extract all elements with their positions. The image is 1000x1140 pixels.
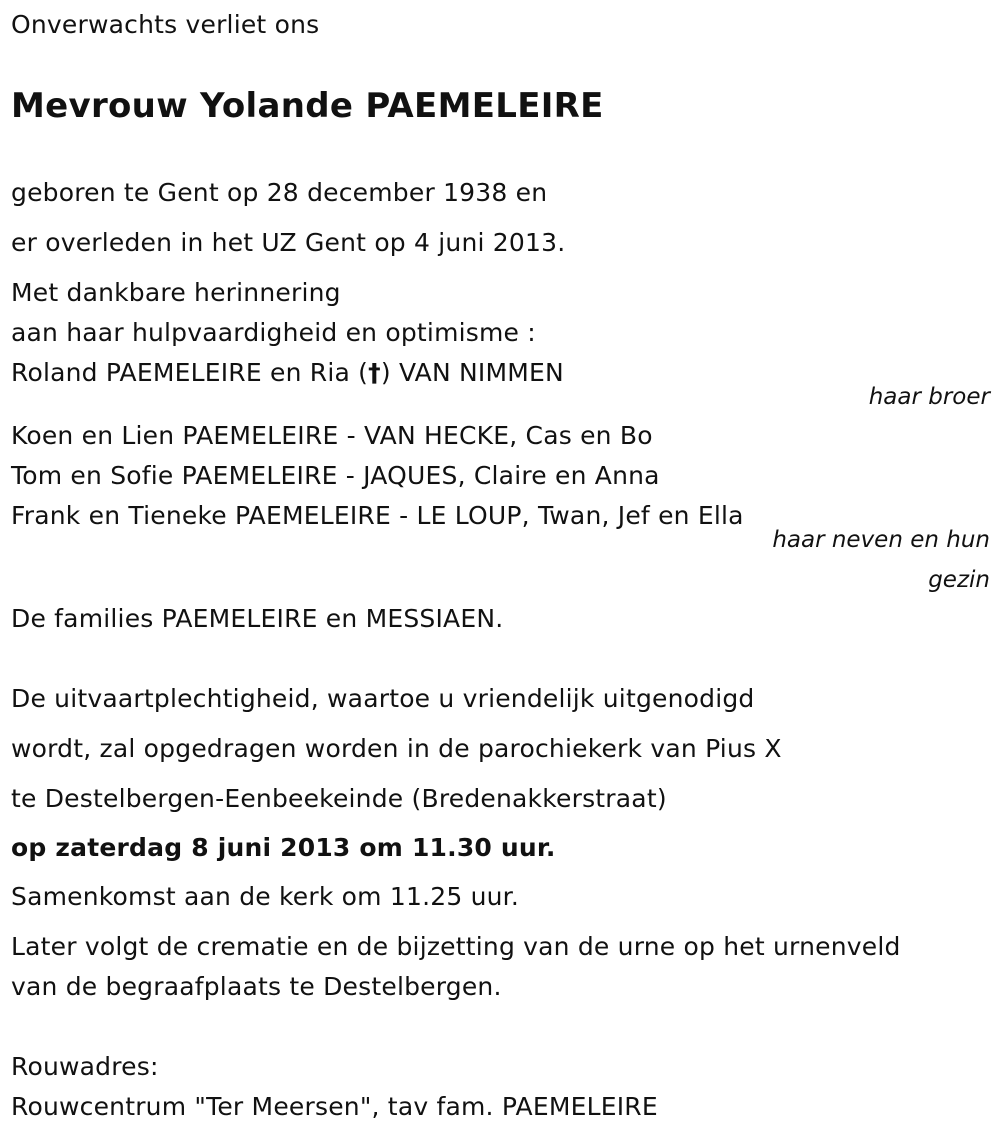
nephew-family-3: Frank en Tieneke PAEMELEIRE - LE LOUP, Twan, Jef en Ella bbox=[11, 501, 744, 530]
cremation-line-1: Later volgt de crematie en de bijzetting van de urne op het urnenveld bbox=[11, 932, 901, 961]
birth-line: geboren te Gent op 28 december 1938 en bbox=[11, 178, 548, 207]
brother-names-start: Roland PAEMELEIRE en Ria ( bbox=[11, 358, 369, 387]
ceremony-line-1: De uitvaartplechtigheid, waartoe u vriendelijk uitgenodigd bbox=[11, 684, 755, 713]
deceased-name: Mevrouw Yolande PAEMELEIRE bbox=[11, 86, 604, 126]
ceremony-line-2: wordt, zal opgedragen worden in de parochiekerk van Pius X bbox=[11, 734, 782, 763]
nephew-family-1: Koen en Lien PAEMELEIRE - VAN HECKE, Cas en Bo bbox=[11, 421, 653, 450]
gathering-line: Samenkomst aan de kerk om 11.25 uur. bbox=[11, 882, 520, 911]
remembrance-line-1: Met dankbare herinnering bbox=[11, 278, 341, 307]
cross-icon: † bbox=[368, 358, 381, 387]
brother-line bbox=[11, 358, 564, 388]
cremation-line-2: van de begraafplaats te Destelbergen. bbox=[11, 972, 502, 1001]
families-line: De families PAEMELEIRE en MESSIAEN. bbox=[11, 604, 504, 633]
address-value: Rouwcentrum "Ter Meersen", tav fam. PAEMELEIRE bbox=[11, 1092, 658, 1121]
address-label: Rouwadres: bbox=[11, 1052, 159, 1081]
death-line: er overleden in het UZ Gent op 4 juni 2013. bbox=[11, 228, 566, 257]
relation-nephews-line-2: gezin bbox=[928, 567, 990, 593]
intro-text: Onverwachts verliet ons bbox=[11, 10, 320, 39]
nephew-family-2: Tom en Sofie PAEMELEIRE - JAQUES, Claire en Anna bbox=[11, 461, 660, 490]
relation-brother: haar broer bbox=[868, 384, 990, 410]
brother-names-end: ) VAN NIMMEN bbox=[380, 358, 564, 387]
relation-nephews-line-1: haar neven en hun bbox=[772, 527, 990, 553]
ceremony-date-time: op zaterdag 8 juni 2013 om 11.30 uur. bbox=[11, 833, 556, 862]
remembrance-line-2: aan haar hulpvaardigheid en optimisme : bbox=[11, 318, 536, 347]
ceremony-line-3: te Destelbergen-Eenbeekeinde (Bredenakkerstraat) bbox=[11, 784, 667, 813]
